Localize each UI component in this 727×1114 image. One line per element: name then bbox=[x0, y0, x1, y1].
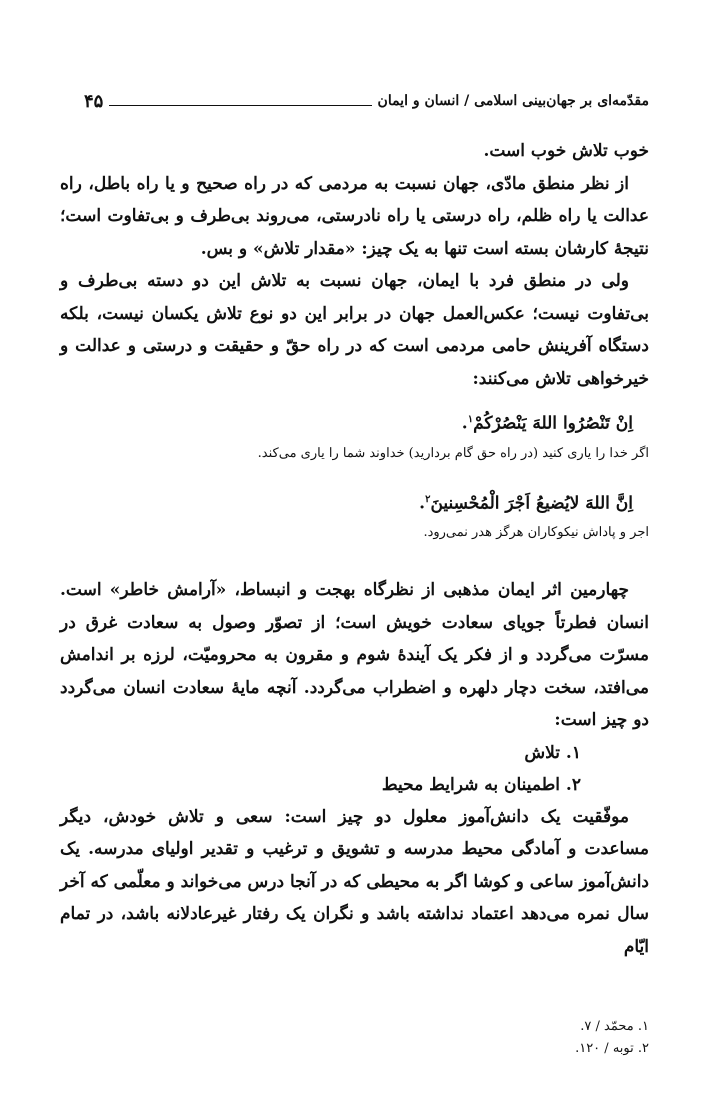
footnotes bbox=[349, 1016, 649, 1060]
paragraph-1: خوب تلاش خوب است. bbox=[483, 141, 649, 161]
list-item-1: ۱. تلاش bbox=[524, 742, 581, 763]
quran-quote-1 bbox=[60, 405, 649, 467]
running-head bbox=[84, 88, 649, 114]
verse-2: اِنَّ اللهَ لایُضیعُ اَجْرَ الْمُحْسِنینَ$^۲$. bbox=[419, 493, 633, 514]
quran-quote-2 bbox=[60, 485, 649, 547]
page-body bbox=[60, 135, 649, 963]
paragraph-4: چهارمین اثر ایمان مذهبی از نظرگاه بهجت و انبساط، «آرامش خاطر» است. انسان فطرتاً جویای سعادت خویش است؛ از تصوّر وصول به سعادت غرق در مسرّت می‌گردد و از فکر یک آیندهٔ شوم و مقرون به محرومیّت، لرزه بر اندامش می‌افتد، سخت دچار دلهره و اضطراب می‌گردد. آنچه مایهٔ سعادت انسان می‌گردد دو چیز است: bbox=[60, 580, 649, 731]
paragraph-3: ولی در منطق فرد با ایمان، جهان نسبت به تلاش این دو دسته بی‌طرف و بی‌تفاوت نیست؛ عکس‌العمل جهان در برابر این دو نوع تلاش یکسان نیست، بلکه دستگاه آفرینش حامی مردمی است که در راه حقّ و حقیقت و درستی و عدالت و خیرخواهی تلاش می‌کنند: bbox=[60, 271, 649, 389]
paragraph-5: موفّقیت یک دانش‌آموز معلول دو چیز است: سعی و تلاش خودش، دیگر مساعدت و آمادگی محیط مدرسه و تشویق و ترغیب و تقدیر اولیای مدرسه. یک دانش‌آموز ساعی و کوشا اگر به محیطی که در آنجا درس می‌خواند و معلّمی که آخر سال نمره می‌دهد اعتماد نداشته باشد و نگران یک رفتار غیرعادلانه باشد، در تمام ایّام bbox=[60, 806, 649, 957]
running-head-title: مقدّمه‌ای بر جهان‌بینی اسلامی / انسان و ایمان bbox=[377, 93, 649, 109]
page-number: ۴۵ bbox=[84, 90, 104, 112]
verse-2-translation: اجر و پاداش نیکوکاران هرگز هدر نمی‌رود. bbox=[423, 525, 649, 541]
list-item-2: ۲. اطمینان به شرایط محیط bbox=[381, 774, 581, 795]
verse-1-footnote-ref: ۱ bbox=[467, 414, 474, 425]
verse-2-text: اِنَّ اللهَ لایُضیعُ اَجْرَ الْمُحْسِنینَ bbox=[430, 493, 633, 514]
verse-1-translation: اگر خدا را یاری کنید (در راه حق گام بردارید) خداوند شما را یاری می‌کند. bbox=[257, 445, 649, 461]
running-head-rule bbox=[109, 105, 371, 106]
paragraph-2: از نظر منطق مادّی، جهان نسبت به مردمی که در راه صحیح و یا راه باطل، راه عدالت یا راه ظلم، راه درستی یا راه نادرستی، می‌روند بی‌طرف و بی‌تفاوت است؛ نتیجهٔ کارشان بسته است تنها به یک چیز: «مقدار تلاش» و بس. bbox=[60, 173, 649, 259]
spacer bbox=[60, 546, 649, 574]
footnote-1: ۱. محمّد / ۷. bbox=[580, 1019, 649, 1034]
footnote-2: ۲. توبه / ۱۲۰. bbox=[575, 1041, 649, 1056]
verse-2-footnote-ref: ۲ bbox=[425, 493, 431, 505]
verse-1: اِنْ تَنْصُرُوا اللهَ یَنْصُرْکُمْ$^۱$. bbox=[461, 413, 633, 434]
verse-1-text: اِنْ تَنْصُرُوا اللهَ یَنْصُرْکُمْ bbox=[473, 413, 633, 434]
